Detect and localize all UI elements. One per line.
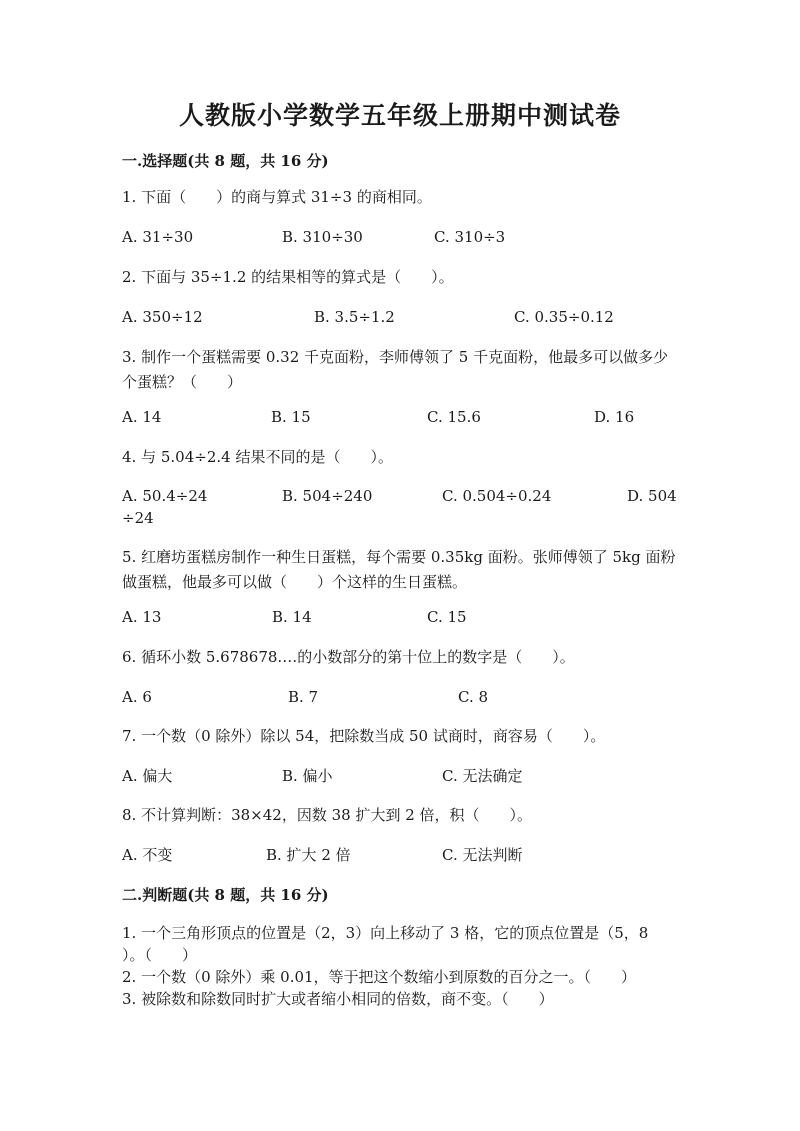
option-a: A. 6 (122, 688, 152, 706)
section-heading-judgement: 二.判断题(共 8 题，共 16 分) (122, 886, 329, 904)
option-c: C. 无法判断 (442, 846, 523, 864)
option-row (122, 764, 682, 789)
option-c: C. 8 (458, 688, 489, 706)
option-a: A. 14 (122, 408, 162, 426)
question-text: 2. 下面与 35÷1.2 的结果相等的算式是（ ）。 (122, 268, 454, 286)
option-a: A. 13 (122, 608, 162, 626)
option-a: A. 50.4÷24 (122, 487, 208, 505)
option-c: C. 无法确定 (442, 767, 523, 785)
option-b: B. 14 (272, 608, 312, 626)
option-b: B. 7 (288, 688, 319, 706)
option-row (122, 843, 682, 868)
question-text: 3. 被除数和除数同时扩大或者缩小相同的倍数，商不变。（ ） (122, 990, 554, 1008)
option-b: B. 310÷30 (282, 228, 363, 246)
option-row (122, 605, 682, 630)
option-d-continued: ÷24 (122, 509, 154, 527)
option-b: B. 504÷240 (282, 487, 373, 505)
option-a: A. 350÷12 (122, 308, 203, 326)
option-row (122, 305, 682, 330)
option-c: C. 0.35÷0.12 (514, 308, 614, 326)
option-d: D. 16 (594, 408, 635, 426)
question-text: 5. 红磨坊蛋糕房制作一种生日蛋糕，每个需要 0.35kg 面粉。张师傅领了 5kg 面粉做蛋糕，他最多可以做（ ）个这样的生日蛋糕。 (122, 548, 676, 591)
question-text: 6. 循环小数 5.678678.…的小数部分的第十位上的数字是（ ）。 (122, 648, 575, 666)
question-text: 1. 一个三角形顶点的位置是（2，3）向上移动了 3 格，它的顶点位置是（5，8 ）。（ ） (122, 924, 649, 964)
option-c: C. 0.504÷0.24 (442, 487, 552, 505)
option-row (122, 405, 682, 430)
option-b: B. 偏小 (282, 767, 333, 785)
option-a: A. 不变 (122, 846, 173, 864)
option-c: C. 310÷3 (434, 228, 506, 246)
page-title: 人教版小学数学五年级上册期中测试卷 (178, 101, 621, 130)
option-a: A. 31÷30 (122, 228, 194, 246)
question-text: 1. 下面（ ）的商与算式 31÷3 的商相同。 (122, 188, 432, 206)
option-c: C. 15 (427, 608, 467, 626)
option-b: B. 15 (271, 408, 311, 426)
option-b: B. 扩大 2 倍 (266, 846, 351, 864)
option-row (122, 685, 682, 710)
question-text: 2. 一个数（0 除外）乘 0.01，等于把这个数缩小到原数的百分之一。（ ） (122, 968, 637, 986)
question-text: 3. 制作一个蛋糕需要 0.32 千克面粉，李师傅领了 5 千克面粉，他最多可以做多少个蛋糕？（ ） (122, 348, 669, 391)
option-c: C. 15.6 (427, 408, 481, 426)
option-row-wrap (122, 506, 682, 531)
section-heading-choice: 一.选择题(共 8 题，共 16 分) (122, 152, 329, 170)
question-text: 4. 与 5.04÷2.4 结果不同的是（ ）。 (122, 448, 393, 466)
option-row (122, 225, 682, 250)
option-b: B. 3.5÷1.2 (314, 308, 395, 326)
option-a: A. 偏大 (122, 767, 173, 785)
question-text: 7. 一个数（0 除外）除以 54，把除数当成 50 试商时，商容易（ ）。 (122, 727, 606, 745)
option-d: D. 504 (627, 487, 677, 505)
question-text: 8. 不计算判断：38×42，因数 38 扩大到 2 倍，积（ ）。 (122, 806, 533, 824)
